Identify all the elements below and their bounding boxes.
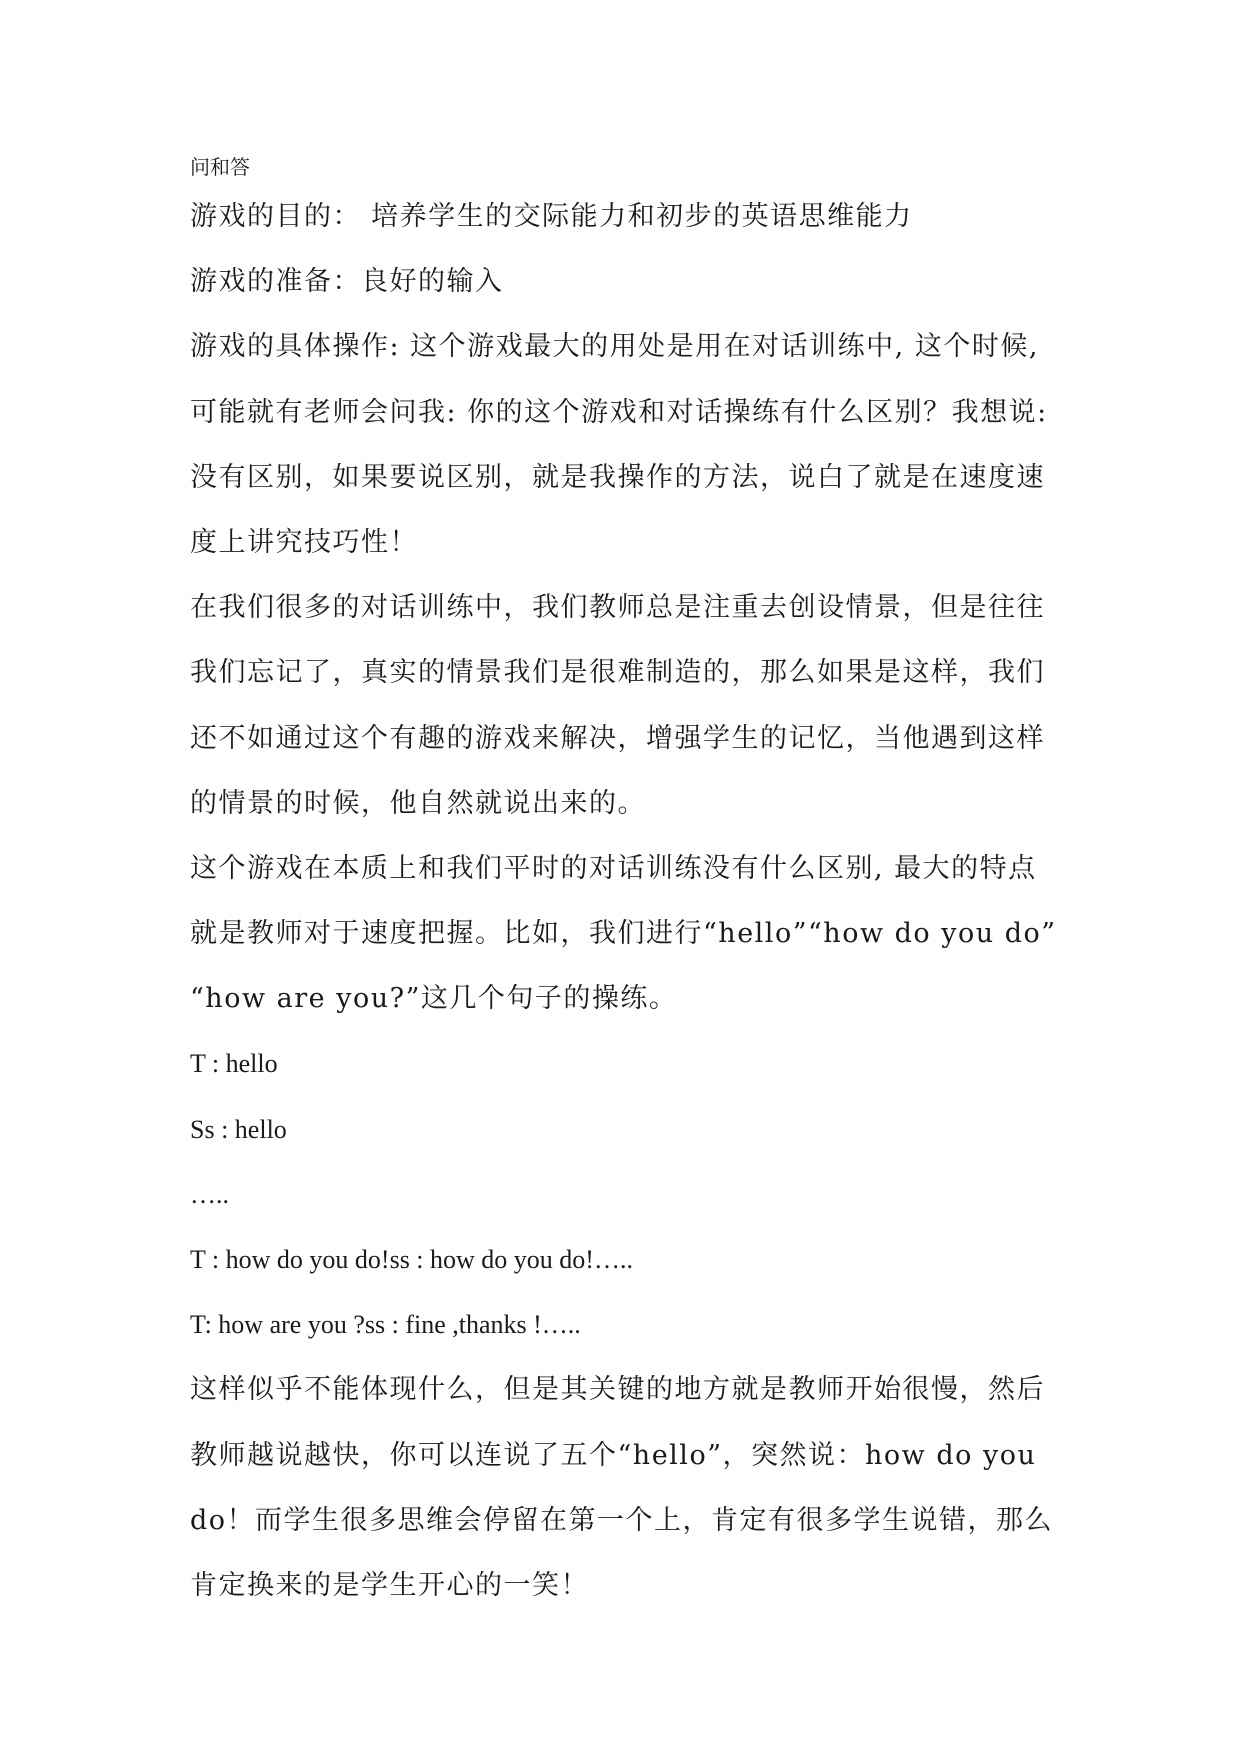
dialogue-line: T: how are you ?ss : fine ,thanks !….. <box>190 1310 581 1340</box>
text-line: 教师越说越快，你可以连说了五个“hello”，突然说：how do you <box>190 1439 1037 1471</box>
text-line: 这个游戏在本质上和我们平时的对话训练没有什么区别, 最大的特点 <box>190 852 1037 884</box>
document-title: 问和答 <box>190 155 250 179</box>
text-line: 的情景的时候，他自然就说出来的。 <box>190 787 646 819</box>
document-page <box>190 150 1060 1618</box>
dialogue-line: T : how do you do!ss : how do you do!….. <box>190 1245 633 1274</box>
text-line: 可能就有老师会问我: 你的这个游戏和对话操练有什么区别？我想说: <box>190 396 1048 428</box>
dialogue-line: T : hello <box>190 1049 278 1079</box>
text-line: 在我们很多的对话训练中，我们教师总是注重去创设情景，但是往往 <box>190 592 1045 624</box>
text-line: 游戏的目的： 培养学生的交际能力和初步的英语思维能力 <box>190 201 913 232</box>
text-line: 就是教师对于速度把握。比如，我们进行“hello”“how do you do” <box>190 918 1057 950</box>
text-line: 还不如通过这个有趣的游戏来解决，增强学生的记忆，当他遇到这样 <box>190 722 1045 754</box>
ellipsis-line: ….. <box>190 1179 229 1209</box>
text-line: 这样似乎不能体现什么，但是其关键的地方就是教师开始很慢，然后 <box>190 1374 1045 1406</box>
text-line: 肯定换来的是学生开心的一笑！ <box>190 1569 589 1601</box>
text-line: “how are you?”这几个句子的操练。 <box>190 983 678 1015</box>
text-line: do！而学生很多思维会停留在第一个上，肯定有很多学生说错，那么 <box>190 1504 1054 1536</box>
dialogue-line: Ss : hello <box>190 1114 287 1144</box>
text-line: 度上讲究技巧性！ <box>190 526 418 558</box>
text-line: 游戏的准备：良好的输入 <box>190 266 504 298</box>
text-line: 游戏的具体操作: 这个游戏最大的用处是用在对话训练中, 这个时候, <box>190 331 1039 363</box>
text-line: 没有区别，如果要说区别，就是我操作的方法，说白了就是在速度速 <box>190 461 1045 493</box>
text-line: 我们忘记了，真实的情景我们是很难制造的，那么如果是这样，我们 <box>190 657 1045 689</box>
